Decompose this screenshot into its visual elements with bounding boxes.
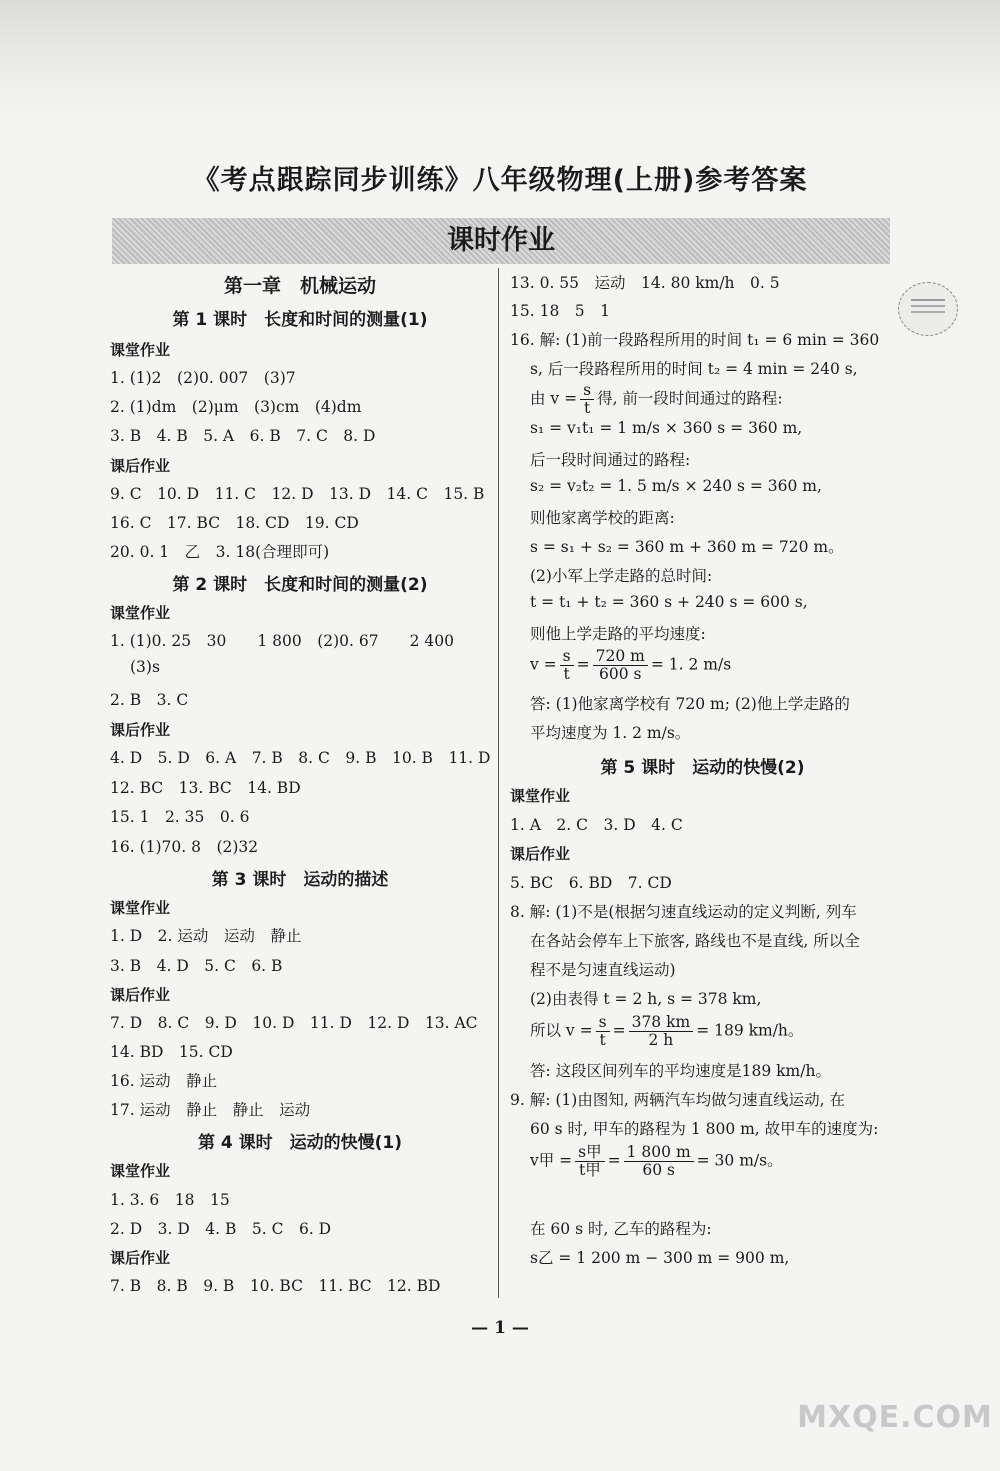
stamp-icon [898,282,958,336]
answer-line: s₂ = v₂t₂ = 1. 5 m/s × 240 s = 360 m, [530,477,822,495]
classwork-label: 课堂作业 [110,604,171,622]
fraction [575,1144,604,1179]
answer-line: (2)由表得 t = 2 h, s = 378 km, [530,990,762,1008]
fraction-denominator: t [563,665,570,683]
answer-line: 在各站会停车上下旅客, 路线也不是直线, 所以全 [530,932,860,950]
formula-text: v = [530,655,557,674]
classwork-label: 课堂作业 [510,787,571,805]
formula-text: = [576,655,590,674]
answer-line: 17. 运动 静止 静止 运动 [110,1101,311,1119]
fraction [560,648,574,683]
formula-line [530,1014,803,1049]
fraction-denominator: 2 h [648,1031,674,1049]
answer-line: 1. A 2. C 3. D 4. C [510,816,683,834]
answer-line: 16. (1)70. 8 (2)32 [110,838,259,856]
answer-line: 3. B 4. B 5. A 6. B 7. C 8. D [110,427,376,445]
answer-line: 答: 这段区间列车的平均速度是189 km/h。 [530,1062,831,1080]
column-divider [498,268,499,1298]
lesson-1-heading: 第 1 课时 长度和时间的测量(1) [172,310,428,330]
lesson-5-heading: 第 5 课时 运动的快慢(2) [600,758,805,778]
watermark-logo: MXQE.COM [797,1400,993,1435]
fraction-denominator: 600 s [599,665,642,683]
scan-header-band [0,0,1000,120]
answer-line: s, 后一段路程所用的时间 t₂ = 4 min = 240 s, [530,360,858,378]
homework-label: 课后作业 [110,457,171,475]
fraction-numerator: 720 m [593,648,648,666]
section-banner [112,218,890,264]
formula-line [530,1144,783,1179]
fraction [624,1144,694,1179]
answer-line: s乙 = 1 200 m − 300 m = 900 m, [530,1249,790,1267]
answer-line: 12. BC 13. BC 14. BD [110,779,301,797]
formula-text: 得, 前一段时间通过的路程: [597,389,783,408]
answer-line: 20. 0. 1 乙 3. 18(合理即可) [110,543,330,561]
answer-line: 9. C 10. D 11. C 12. D 13. D 14. C 15. B [110,485,485,503]
formula-line [530,382,783,417]
fraction-numerator: s甲 [575,1144,604,1162]
fraction-numerator: 378 km [629,1014,694,1032]
answer-line: 程不是匀速直线运动) [530,961,676,979]
formula-text: 由 v = [530,389,578,408]
fraction-numerator: 1 800 m [624,1144,694,1162]
answer-line: 7. B 8. B 9. B 10. BC 11. BC 12. BD [110,1277,441,1295]
classwork-label: 课堂作业 [110,1162,171,1180]
formula-text: = [607,1151,621,1170]
lesson-3-heading: 第 3 课时 运动的描述 [211,870,389,890]
classwork-label: 课堂作业 [110,341,171,359]
formula-text: = 1. 2 m/s [650,655,732,674]
fraction [596,1014,610,1049]
chapter-heading: 第一章 机械运动 [223,275,376,297]
lesson-2-heading: 第 2 课时 长度和时间的测量(2) [172,575,428,595]
fraction-denominator: t [583,399,591,417]
answer-line: 则他上学走路的平均速度: [530,625,706,643]
page-title: 《考点跟踪同步训练》八年级物理(上册)参考答案 [192,165,808,196]
fraction-numerator: s [560,648,574,666]
answer-line: 则他家离学校的距离: [530,509,675,527]
fraction-numerator: s [580,382,594,400]
fraction-numerator: s [596,1014,610,1032]
answer-line: 14. BD 15. CD [110,1043,233,1061]
answer-line: 5. BC 6. BD 7. CD [510,874,672,892]
answer-line: 2. (1)dm (2)μm (3)cm (4)dm [110,398,362,416]
fraction [629,1014,694,1049]
answer-line: 13. 0. 55 运动 14. 80 km/h 0. 5 [510,274,780,292]
answer-line: 16. C 17. BC 18. CD 19. CD [110,514,359,532]
fraction-denominator: t [599,1031,606,1049]
answer-line: 1. (1)2 (2)0. 007 (3)7 [110,369,296,387]
formula-text: v甲 = [530,1151,573,1170]
answer-line: (3)s [130,658,160,676]
fraction-denominator: 60 s [642,1161,675,1179]
answer-line: 在 60 s 时, 乙车的路程为: [530,1220,712,1238]
lesson-4-heading: 第 4 课时 运动的快慢(1) [197,1133,403,1153]
answer-line: 16. 运动 静止 [110,1072,218,1090]
answer-line: 1. 3. 6 18 15 [110,1191,230,1209]
answer-line: t = t₁ + t₂ = 360 s + 240 s = 600 s, [530,593,808,611]
homework-label: 课后作业 [510,845,571,863]
homework-label: 课后作业 [110,1249,171,1267]
formula-text: = 30 m/s。 [696,1151,783,1170]
answer-line: s = s₁ + s₂ = 360 m + 360 m = 720 m。 [530,538,844,556]
answer-line: 后一段时间通过的路程: [530,451,691,469]
answer-line: 2. B 3. C [110,691,189,709]
formula-text: = [612,1021,626,1040]
answer-line: 2. D 3. D 4. B 5. C 6. D [110,1220,332,1238]
homework-label: 课后作业 [110,721,171,739]
answer-line: 平均速度为 1. 2 m/s。 [530,724,691,742]
fraction [580,382,594,417]
homework-label: 课后作业 [110,986,171,1004]
fraction-denominator: t甲 [579,1161,601,1179]
fraction [593,648,648,683]
answer-line: 7. D 8. C 9. D 10. D 11. D 12. D 13. AC [110,1014,478,1032]
answer-line: (2)小军上学走路的总时间: [530,567,713,585]
formula-line [530,648,731,683]
page-number: — 1 — [471,1318,529,1338]
classwork-label: 课堂作业 [110,899,171,917]
answer-line: 15. 1 2. 35 0. 6 [110,808,250,826]
answer-line: 4. D 5. D 6. A 7. B 8. C 9. B 10. B 11. D [110,749,491,767]
answer-line: 60 s 时, 甲车的路程为 1 800 m, 故甲车的速度为: [530,1120,879,1138]
formula-text: 所以 v = [530,1021,593,1040]
answer-line: s₁ = v₁t₁ = 1 m/s × 360 s = 360 m, [530,419,803,437]
answer-line: 9. 解: (1)由图知, 两辆汽车均做匀速直线运动, 在 [510,1091,846,1109]
formula-text: = 189 km/h。 [696,1021,804,1040]
answer-line: 16. 解: (1)前一段路程所用的时间 t₁ = 6 min = 360 [510,331,880,349]
section-banner-text: 课时作业 [447,225,555,256]
answer-line: 1. D 2. 运动 运动 静止 [110,927,302,945]
answer-line: 1. (1)0. 25 30 1 800 (2)0. 67 2 400 [110,632,454,650]
answer-line: 8. 解: (1)不是(根据匀速直线运动的定义判断, 列车 [510,903,857,921]
answer-line: 15. 18 5 1 [510,302,611,320]
answer-line: 答: (1)他家离学校有 720 m; (2)他上学走路的 [530,695,850,713]
answer-line: 3. B 4. D 5. C 6. B [110,957,283,975]
